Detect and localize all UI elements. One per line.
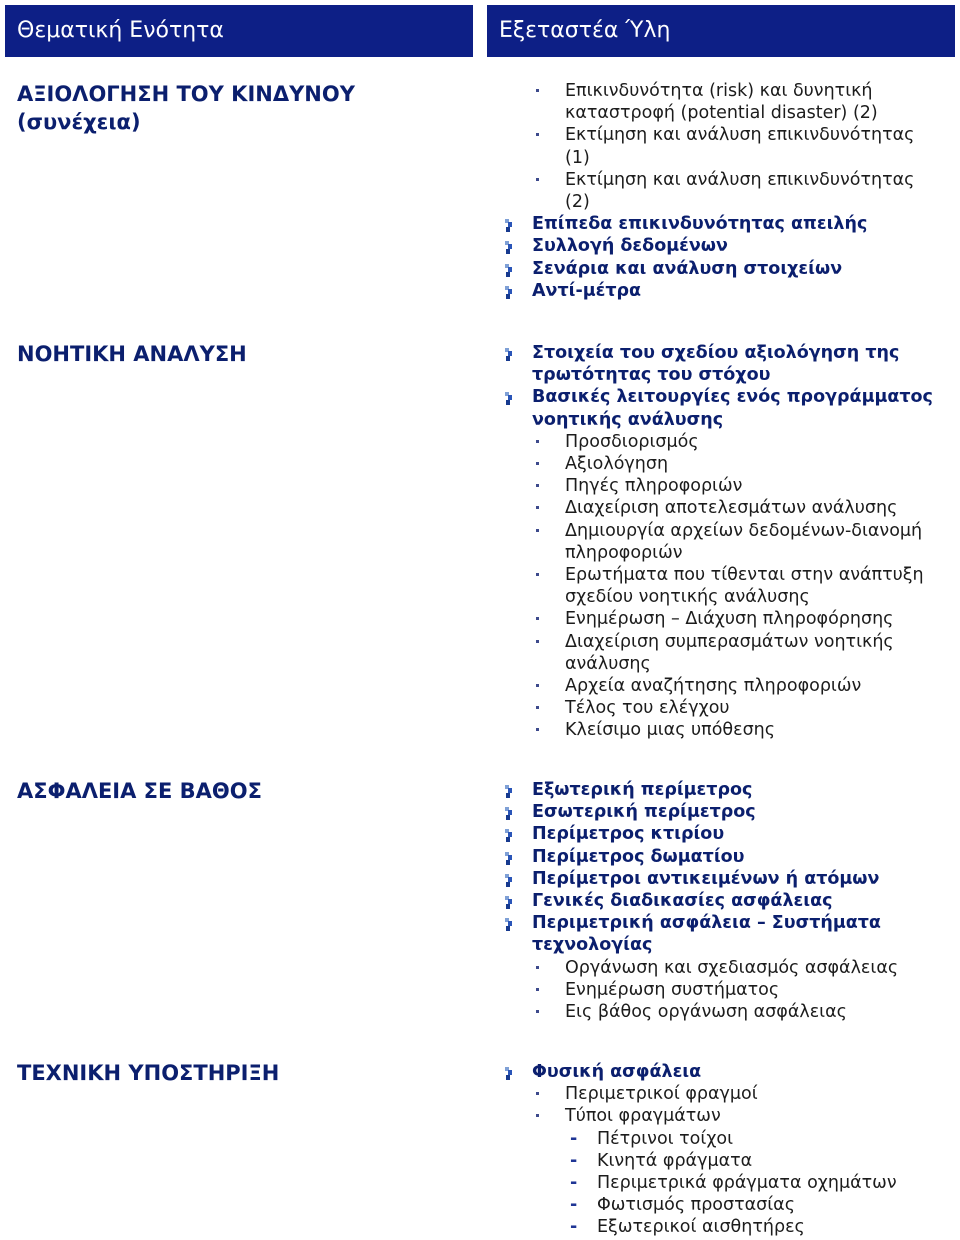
- syllabus-list-security-in-depth: [500, 779, 955, 1023]
- dash-bullet-icon: -: [570, 1128, 578, 1149]
- item-text: (1): [565, 147, 590, 168]
- sub-list-item: [500, 586, 955, 608]
- sub-list-item: [500, 719, 955, 741]
- square-bullet-icon: [536, 1092, 539, 1095]
- item-text: Οργάνωση και σχεδιασμός ασφάλειας: [565, 957, 899, 978]
- square-bullet-icon: [536, 484, 539, 487]
- dash-bullet-icon: -: [570, 1173, 578, 1194]
- item-text: Επίπεδα επικινδυνότητας απειλής: [532, 214, 868, 235]
- sub-list-item: [500, 147, 955, 169]
- syllabus-list-technical-support: [500, 1061, 955, 1239]
- item-text: Εσωτερική περίμετρος: [532, 802, 756, 823]
- sub-list-item: [500, 80, 955, 102]
- syllabus-list-intelligence-analysis: [500, 342, 955, 742]
- list-item: [500, 258, 955, 280]
- square-bullet-icon: [536, 684, 539, 687]
- sub-sub-list-item: [500, 1128, 955, 1150]
- item-text: Πέτρινοι τοίχοι: [597, 1128, 734, 1149]
- item-text: Περίμετρος δωματίου: [532, 846, 745, 867]
- item-text: Περιμετρικά φράγματα οχημάτων: [597, 1173, 897, 1194]
- sub-sub-list-item: [500, 1216, 955, 1238]
- sub-list-item: [500, 431, 955, 453]
- square-bullet-icon: [536, 966, 539, 969]
- sub-list-item: [500, 453, 955, 475]
- item-text: Τύποι φραγμάτων: [565, 1106, 721, 1127]
- sub-list-item: [500, 957, 955, 979]
- item-text: (2): [565, 192, 590, 213]
- list-item: [500, 912, 955, 934]
- square-bullet-icon: [536, 462, 539, 465]
- square-bullet-icon: [536, 440, 539, 443]
- list-item: [500, 235, 955, 257]
- item-text: Εκτίμηση και ανάλυση επικινδυνότητας: [565, 169, 915, 190]
- item-text: Γενικές διαδικασίες ασφάλειας: [532, 891, 833, 912]
- sub-list-item: [500, 497, 955, 519]
- sub-list-item: [500, 475, 955, 497]
- sub-list-item: [500, 542, 955, 564]
- item-text: Περίμετροι αντικειμένων ή ατόμων: [532, 868, 880, 889]
- sub-list-item: [500, 1083, 955, 1105]
- square-bullet-icon: [536, 706, 539, 709]
- sub-list-item: [500, 675, 955, 697]
- list-item: [500, 409, 955, 431]
- list-item: [500, 213, 955, 235]
- list-item: [500, 801, 955, 823]
- topic-line: (συνέχεια): [17, 110, 141, 134]
- item-text: Αντί-μέτρα: [532, 280, 642, 301]
- sub-list-item: [500, 1001, 955, 1023]
- item-text: Επικινδυνότητα (risk) και δυνητική: [565, 81, 873, 101]
- topic-line: ΑΣΦΑΛΕΙΑ ΣΕ ΒΑΘΟΣ: [17, 779, 262, 803]
- list-item: [500, 280, 955, 302]
- bullet-icon: [502, 284, 516, 306]
- item-text: Βασικές λειτουργίες ενός προγράμματος: [532, 387, 933, 408]
- sub-list-item: [500, 631, 955, 653]
- square-bullet-icon: [536, 728, 539, 731]
- sub-list-item: [500, 697, 955, 719]
- syllabus-list-risk-assessment: [500, 80, 955, 302]
- list-item: [500, 868, 955, 890]
- list-item: [500, 934, 955, 956]
- item-text: Δημιουργία αρχείων δεδομένων-διανομή: [565, 520, 923, 541]
- dash-bullet-icon: -: [570, 1217, 578, 1238]
- topic-technical-support: [17, 1059, 457, 1087]
- item-text: Προσδιορισμός: [565, 431, 699, 452]
- dash-bullet-icon: -: [570, 1150, 578, 1171]
- sub-list-item: [500, 564, 955, 586]
- item-text: Εις βάθος οργάνωση ασφάλειας: [565, 1002, 847, 1023]
- sub-list-item: [500, 124, 955, 146]
- item-text: πληροφοριών: [565, 542, 683, 563]
- list-item: [500, 1061, 955, 1083]
- item-text: Αρχεία αναζήτησης πληροφοριών: [565, 676, 862, 697]
- sub-sub-list-item: [500, 1172, 955, 1194]
- sub-list-item: [500, 979, 955, 1001]
- item-text: Στοιχεία του σχεδίου αξιολόγηση της: [532, 343, 900, 363]
- item-text: νοητικής ανάλυσης: [532, 409, 724, 430]
- square-bullet-icon: [536, 617, 539, 620]
- square-bullet-icon: [536, 988, 539, 991]
- topic-line: ΤΕΧΝΙΚΗ ΥΠΟΣΤΗΡΙΞΗ: [17, 1061, 280, 1085]
- item-text: Ενημέρωση – Διάχυση πληροφόρησης: [565, 609, 894, 630]
- item-text: Συλλογή δεδομένων: [532, 236, 728, 257]
- item-text: Περίμετρος κτιρίου: [532, 824, 725, 845]
- sub-list-item: [500, 1105, 955, 1127]
- item-text: Αξιολόγηση: [565, 454, 669, 475]
- square-bullet-icon: [536, 1010, 539, 1013]
- square-bullet-icon: [536, 640, 539, 643]
- item-text: Ερωτήματα που τίθενται στην ανάπτυξη: [565, 565, 924, 586]
- sub-list-item: [500, 608, 955, 630]
- topic-security-in-depth: [17, 777, 457, 805]
- square-bullet-icon: [536, 506, 539, 509]
- item-text: Κλείσιμο μιας υπόθεσης: [565, 720, 776, 741]
- square-bullet-icon: [536, 89, 539, 92]
- sub-list-item: [500, 520, 955, 542]
- list-item: [500, 364, 955, 386]
- sub-list-item: [500, 653, 955, 675]
- item-text: Φυσική ασφάλεια: [532, 1062, 702, 1082]
- item-text: Τέλος του ελέγχου: [565, 698, 730, 719]
- item-text: σχεδίου νοητικής ανάλυσης: [565, 587, 810, 608]
- item-text: Εκτίμηση και ανάλυση επικινδυνότητας: [565, 125, 915, 146]
- item-text: Σενάρια και ανάλυση στοιχείων: [532, 258, 843, 279]
- item-text: Διαχείριση αποτελεσμάτων ανάλυσης: [565, 498, 898, 519]
- item-text: τεχνολογίας: [532, 935, 653, 956]
- item-text: Διαχείριση συμπερασμάτων νοητικής: [565, 631, 894, 652]
- square-bullet-icon: [536, 573, 539, 576]
- list-item: [500, 342, 955, 364]
- item-text: καταστροφή (potential disaster) (2): [565, 103, 878, 124]
- item-text: Εξωτερικοί αισθητήρες: [597, 1217, 805, 1238]
- list-item: [500, 890, 955, 912]
- dash-bullet-icon: -: [570, 1195, 578, 1216]
- item-text: Πηγές πληροφοριών: [565, 476, 743, 497]
- sub-sub-list-item: [500, 1194, 955, 1216]
- list-item: [500, 779, 955, 801]
- topic-risk-assessment: [17, 80, 457, 136]
- sub-sub-list-item: [500, 1150, 955, 1172]
- item-text: ανάλυσης: [565, 653, 651, 674]
- topic-intelligence-analysis: [17, 340, 457, 368]
- list-item: [500, 846, 955, 868]
- sub-list-item: [500, 191, 955, 213]
- header-topic-column: Θεματική Ενότητα: [5, 5, 473, 57]
- list-item: [500, 823, 955, 845]
- sub-list-item: [500, 169, 955, 191]
- sub-list-item: [500, 102, 955, 124]
- item-text: τρωτότητας του στόχου: [532, 365, 771, 386]
- topic-line: ΝΟΗΤΙΚΗ ΑΝΑΛΥΣΗ: [17, 342, 247, 366]
- square-bullet-icon: [536, 529, 539, 532]
- item-text: Περιμετρική ασφάλεια – Συστήματα: [532, 913, 881, 934]
- square-bullet-icon: [536, 178, 539, 181]
- header-syllabus-column: Εξεταστέα Ύλη: [487, 5, 955, 57]
- topic-line: ΑΞΙΟΛΟΓΗΣΗ ΤΟΥ ΚΙΝΔΥΝΟΥ: [17, 82, 355, 106]
- item-text: Περιμετρικοί φραγμοί: [565, 1084, 758, 1105]
- item-text: Κινητά φράγματα: [597, 1150, 753, 1171]
- item-text: Φωτισμός προστασίας: [597, 1195, 795, 1216]
- item-text: Ενημέρωση συστήματος: [565, 979, 780, 1000]
- list-item: [500, 386, 955, 408]
- item-text: Εξωτερική περίμετρος: [532, 780, 753, 800]
- square-bullet-icon: [536, 1114, 539, 1117]
- square-bullet-icon: [536, 133, 539, 136]
